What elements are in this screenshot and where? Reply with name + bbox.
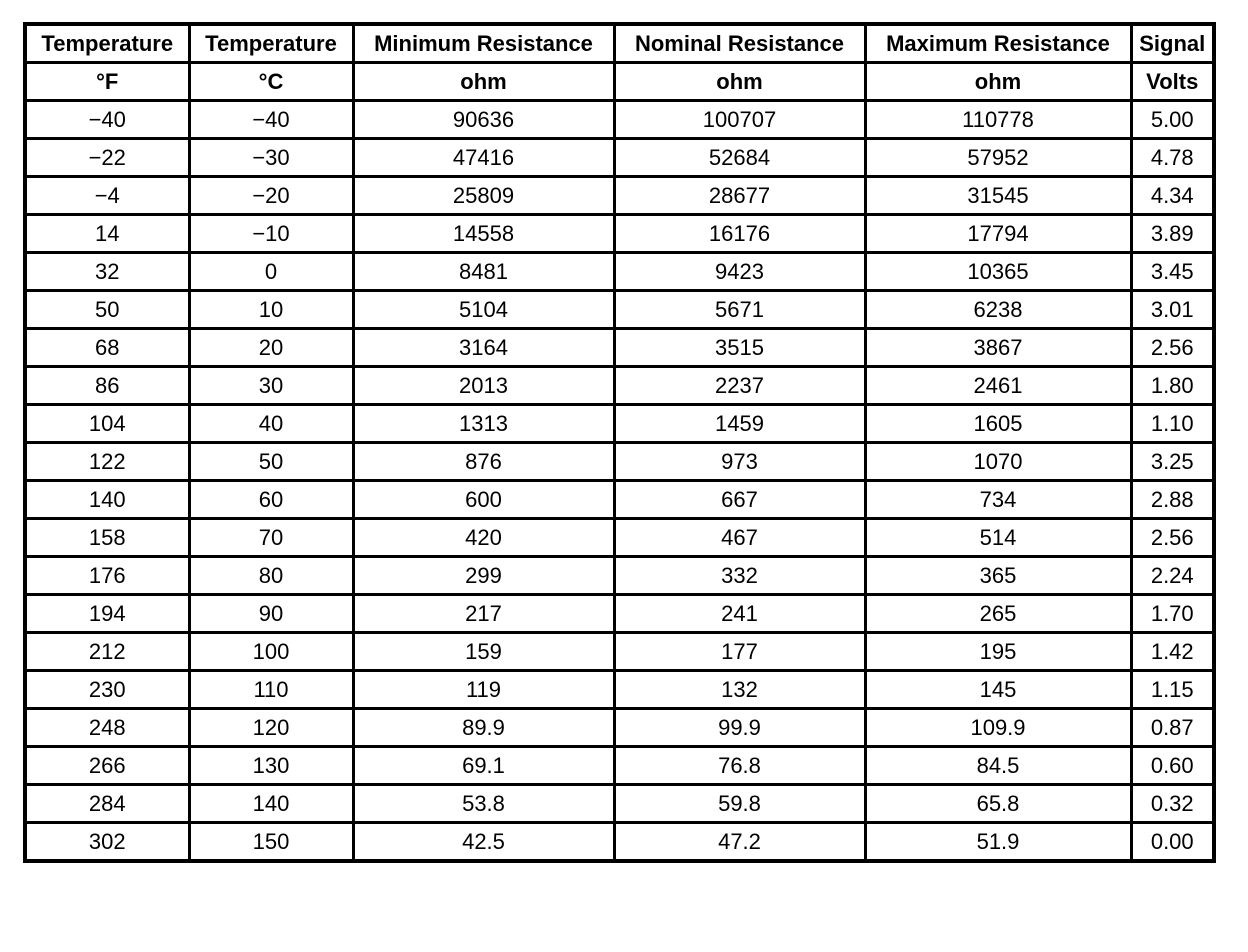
min-resistance-cell: 119 <box>353 671 614 709</box>
unit-ohm-min: ohm <box>353 63 614 101</box>
temp-f-cell: 50 <box>25 291 189 329</box>
temp-c-cell: −10 <box>189 215 353 253</box>
temp-f-cell: 266 <box>25 747 189 785</box>
nominal-resistance-cell: 16176 <box>614 215 865 253</box>
table-row <box>25 557 1214 595</box>
temp-f-cell: 284 <box>25 785 189 823</box>
temp-f-cell: 230 <box>25 671 189 709</box>
max-resistance-cell: 17794 <box>865 215 1131 253</box>
nominal-resistance-cell: 3515 <box>614 329 865 367</box>
table-row <box>25 671 1214 709</box>
max-resistance-cell: 3867 <box>865 329 1131 367</box>
max-resistance-cell: 195 <box>865 633 1131 671</box>
temp-f-cell: 104 <box>25 405 189 443</box>
temp-f-cell: 248 <box>25 709 189 747</box>
temperature-resistance-table <box>23 22 1216 863</box>
min-resistance-cell: 14558 <box>353 215 614 253</box>
max-resistance-cell: 1070 <box>865 443 1131 481</box>
table-row <box>25 215 1214 253</box>
signal-volts-cell: 4.78 <box>1131 139 1214 177</box>
temp-c-cell: 20 <box>189 329 353 367</box>
table-row <box>25 101 1214 139</box>
temp-f-cell: 140 <box>25 481 189 519</box>
temp-c-cell: 0 <box>189 253 353 291</box>
max-resistance-cell: 365 <box>865 557 1131 595</box>
min-resistance-cell: 47416 <box>353 139 614 177</box>
max-resistance-cell: 110778 <box>865 101 1131 139</box>
min-resistance-cell: 600 <box>353 481 614 519</box>
temp-c-cell: −40 <box>189 101 353 139</box>
header-nominal-resistance: Nominal Resistance <box>614 24 865 63</box>
signal-volts-cell: 1.80 <box>1131 367 1214 405</box>
temp-f-cell: 32 <box>25 253 189 291</box>
min-resistance-cell: 299 <box>353 557 614 595</box>
temp-f-cell: 14 <box>25 215 189 253</box>
temp-c-cell: 120 <box>189 709 353 747</box>
header-minimum-resistance: Minimum Resistance <box>353 24 614 63</box>
nominal-resistance-cell: 667 <box>614 481 865 519</box>
max-resistance-cell: 514 <box>865 519 1131 557</box>
min-resistance-cell: 1313 <box>353 405 614 443</box>
nominal-resistance-cell: 100707 <box>614 101 865 139</box>
signal-volts-cell: 0.87 <box>1131 709 1214 747</box>
signal-volts-cell: 3.45 <box>1131 253 1214 291</box>
nominal-resistance-cell: 332 <box>614 557 865 595</box>
table-row <box>25 253 1214 291</box>
min-resistance-cell: 42.5 <box>353 823 614 862</box>
unit-volts: Volts <box>1131 63 1214 101</box>
max-resistance-cell: 84.5 <box>865 747 1131 785</box>
signal-volts-cell: 3.25 <box>1131 443 1214 481</box>
header-signal: Signal <box>1131 24 1214 63</box>
nominal-resistance-cell: 1459 <box>614 405 865 443</box>
max-resistance-cell: 1605 <box>865 405 1131 443</box>
min-resistance-cell: 3164 <box>353 329 614 367</box>
table-row <box>25 443 1214 481</box>
min-resistance-cell: 8481 <box>353 253 614 291</box>
signal-volts-cell: 4.34 <box>1131 177 1214 215</box>
table-row <box>25 747 1214 785</box>
temp-c-cell: 50 <box>189 443 353 481</box>
min-resistance-cell: 876 <box>353 443 614 481</box>
signal-volts-cell: 1.70 <box>1131 595 1214 633</box>
nominal-resistance-cell: 99.9 <box>614 709 865 747</box>
signal-volts-cell: 0.00 <box>1131 823 1214 862</box>
nominal-resistance-cell: 241 <box>614 595 865 633</box>
nominal-resistance-cell: 177 <box>614 633 865 671</box>
temp-c-cell: 10 <box>189 291 353 329</box>
min-resistance-cell: 89.9 <box>353 709 614 747</box>
temp-c-cell: 30 <box>189 367 353 405</box>
temp-f-cell: 68 <box>25 329 189 367</box>
table-row <box>25 519 1214 557</box>
signal-volts-cell: 3.89 <box>1131 215 1214 253</box>
max-resistance-cell: 265 <box>865 595 1131 633</box>
temp-f-cell: −22 <box>25 139 189 177</box>
min-resistance-cell: 90636 <box>353 101 614 139</box>
nominal-resistance-cell: 52684 <box>614 139 865 177</box>
temp-c-cell: 100 <box>189 633 353 671</box>
temp-c-cell: 70 <box>189 519 353 557</box>
table-row <box>25 785 1214 823</box>
signal-volts-cell: 1.42 <box>1131 633 1214 671</box>
table-row <box>25 709 1214 747</box>
signal-volts-cell: 2.56 <box>1131 519 1214 557</box>
min-resistance-cell: 25809 <box>353 177 614 215</box>
unit-celsius: °C <box>189 63 353 101</box>
max-resistance-cell: 6238 <box>865 291 1131 329</box>
signal-volts-cell: 1.10 <box>1131 405 1214 443</box>
header-maximum-resistance: Maximum Resistance <box>865 24 1131 63</box>
temp-c-cell: −30 <box>189 139 353 177</box>
signal-volts-cell: 2.88 <box>1131 481 1214 519</box>
table-row <box>25 405 1214 443</box>
temp-c-cell: 90 <box>189 595 353 633</box>
temp-f-cell: −40 <box>25 101 189 139</box>
nominal-resistance-cell: 132 <box>614 671 865 709</box>
signal-volts-cell: 0.60 <box>1131 747 1214 785</box>
min-resistance-cell: 5104 <box>353 291 614 329</box>
table-row <box>25 633 1214 671</box>
temp-c-cell: 110 <box>189 671 353 709</box>
temp-f-cell: 86 <box>25 367 189 405</box>
temp-c-cell: 150 <box>189 823 353 862</box>
table-row <box>25 823 1214 862</box>
nominal-resistance-cell: 47.2 <box>614 823 865 862</box>
nominal-resistance-cell: 59.8 <box>614 785 865 823</box>
table-row <box>25 595 1214 633</box>
header-row-names <box>25 24 1214 63</box>
min-resistance-cell: 217 <box>353 595 614 633</box>
temp-c-cell: −20 <box>189 177 353 215</box>
table-row <box>25 139 1214 177</box>
min-resistance-cell: 2013 <box>353 367 614 405</box>
header-temperature-c: Temperature <box>189 24 353 63</box>
nominal-resistance-cell: 973 <box>614 443 865 481</box>
table-row <box>25 177 1214 215</box>
temp-f-cell: 212 <box>25 633 189 671</box>
temp-c-cell: 130 <box>189 747 353 785</box>
max-resistance-cell: 2461 <box>865 367 1131 405</box>
table-body <box>25 101 1214 862</box>
unit-ohm-max: ohm <box>865 63 1131 101</box>
min-resistance-cell: 53.8 <box>353 785 614 823</box>
max-resistance-cell: 109.9 <box>865 709 1131 747</box>
temp-c-cell: 80 <box>189 557 353 595</box>
temp-f-cell: 176 <box>25 557 189 595</box>
signal-volts-cell: 1.15 <box>1131 671 1214 709</box>
header-row-units <box>25 63 1214 101</box>
temp-f-cell: 122 <box>25 443 189 481</box>
temp-f-cell: 302 <box>25 823 189 862</box>
min-resistance-cell: 159 <box>353 633 614 671</box>
temp-f-cell: 194 <box>25 595 189 633</box>
table-row <box>25 481 1214 519</box>
temp-c-cell: 60 <box>189 481 353 519</box>
unit-ohm-nominal: ohm <box>614 63 865 101</box>
max-resistance-cell: 51.9 <box>865 823 1131 862</box>
table-row <box>25 291 1214 329</box>
temp-c-cell: 40 <box>189 405 353 443</box>
signal-volts-cell: 0.32 <box>1131 785 1214 823</box>
nominal-resistance-cell: 467 <box>614 519 865 557</box>
nominal-resistance-cell: 28677 <box>614 177 865 215</box>
max-resistance-cell: 57952 <box>865 139 1131 177</box>
temp-f-cell: 158 <box>25 519 189 557</box>
nominal-resistance-cell: 5671 <box>614 291 865 329</box>
table-container <box>23 22 1216 863</box>
unit-fahrenheit: °F <box>25 63 189 101</box>
max-resistance-cell: 145 <box>865 671 1131 709</box>
table-row <box>25 367 1214 405</box>
min-resistance-cell: 69.1 <box>353 747 614 785</box>
signal-volts-cell: 3.01 <box>1131 291 1214 329</box>
max-resistance-cell: 65.8 <box>865 785 1131 823</box>
max-resistance-cell: 31545 <box>865 177 1131 215</box>
signal-volts-cell: 2.24 <box>1131 557 1214 595</box>
signal-volts-cell: 5.00 <box>1131 101 1214 139</box>
signal-volts-cell: 2.56 <box>1131 329 1214 367</box>
table-row <box>25 329 1214 367</box>
max-resistance-cell: 734 <box>865 481 1131 519</box>
nominal-resistance-cell: 76.8 <box>614 747 865 785</box>
nominal-resistance-cell: 2237 <box>614 367 865 405</box>
temp-c-cell: 140 <box>189 785 353 823</box>
nominal-resistance-cell: 9423 <box>614 253 865 291</box>
min-resistance-cell: 420 <box>353 519 614 557</box>
header-temperature-f: Temperature <box>25 24 189 63</box>
max-resistance-cell: 10365 <box>865 253 1131 291</box>
temp-f-cell: −4 <box>25 177 189 215</box>
